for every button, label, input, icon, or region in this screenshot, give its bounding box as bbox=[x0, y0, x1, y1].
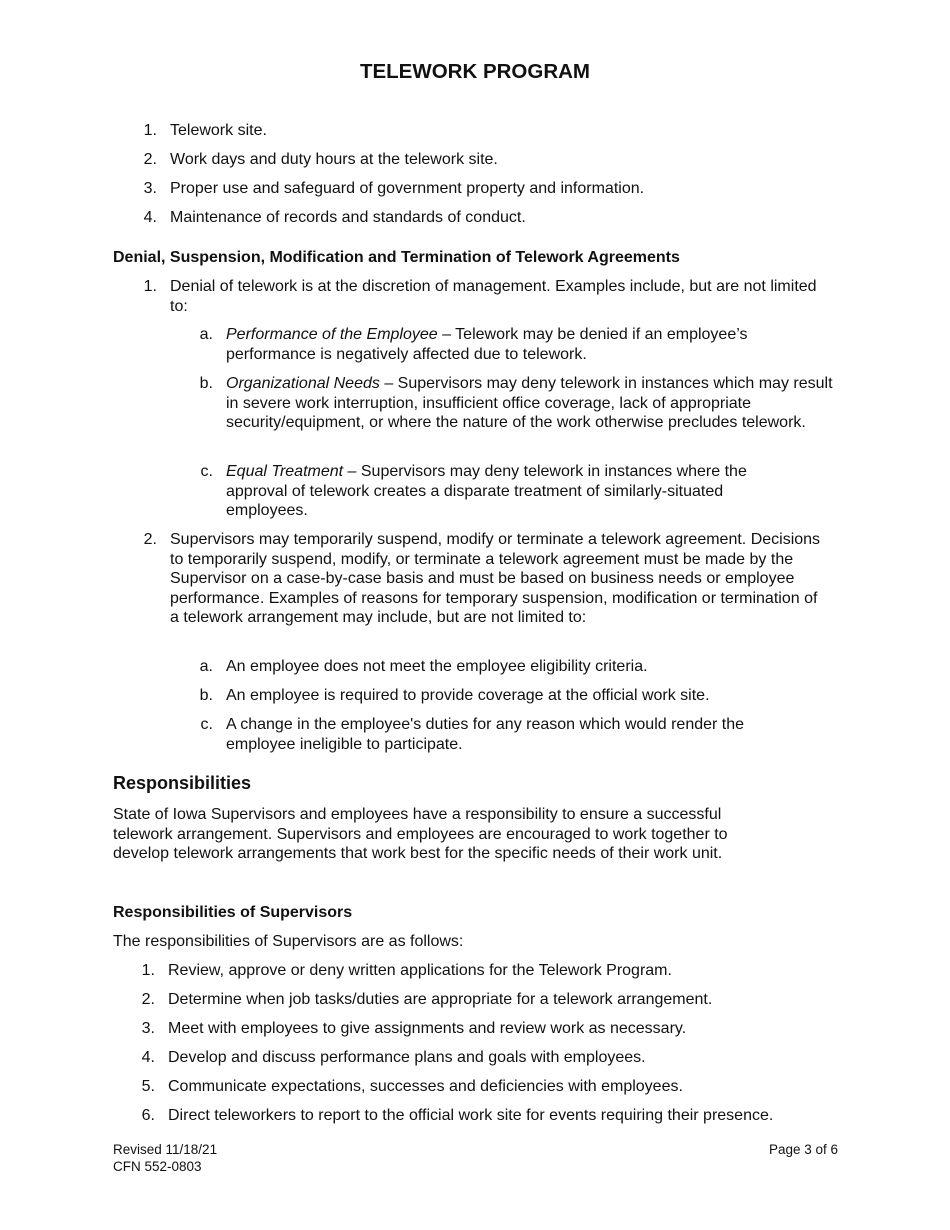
term: Equal Treatment bbox=[226, 463, 344, 480]
list-text: Supervisors may temporarily suspend, modify or terminate a telework agreement. Decisions to temporarily suspend, modify, or terminate a telework agreement must be made by the Supervisor on a case-by-case basis and must be based on business needs or employee performance. Examples of reasons for temporary suspension, modification or termination of a telework arrangement may include, but are not limited to: bbox=[170, 531, 821, 627]
sub-list-letter: c. bbox=[200, 463, 213, 480]
sub-list-text bbox=[226, 325, 796, 364]
footer-cfn: CFN 552-0803 bbox=[113, 1159, 202, 1174]
responsibilities-paragraph: State of Iowa Supervisors and employees have a responsibility to ensure a successful telework arrangement. Supervisors and employees are encouraged to work together to develop telework arrangements that work best for the specific needs of their work unit. bbox=[113, 806, 728, 863]
list-text: Telework site. bbox=[170, 122, 267, 139]
sub-list-text: A change in the employee's duties for any reason which would render the employee ineligible to participate. bbox=[226, 716, 745, 753]
denial-heading: Denial, Suspension, Modification and Termination of Telework Agreements bbox=[113, 249, 680, 266]
footer-page-number: Page 3 of 6 bbox=[768, 1142, 838, 1157]
list-text: Direct teleworkers to report to the official work site for events requiring their presence. bbox=[168, 1107, 774, 1124]
list-number: 6. bbox=[141, 1107, 155, 1124]
supervisors-intro: The responsibilities of Supervisors are as follows: bbox=[113, 933, 464, 950]
list-text: Proper use and safeguard of government property and information. bbox=[170, 180, 645, 197]
sub-list-letter: a. bbox=[199, 658, 213, 675]
list-number: 2. bbox=[141, 991, 155, 1008]
description: – Supervisors may deny telework in instances which may result in severe work interruption, insufficient office coverage, lack of appropriate security/equipment, or where the nature of the work otherwise precludes telework. bbox=[226, 375, 833, 432]
list-number: 4. bbox=[143, 209, 157, 226]
sub-list-letter: c. bbox=[200, 716, 213, 733]
supervisors-heading: Responsibilities of Supervisors bbox=[113, 904, 353, 921]
list-number: 1. bbox=[143, 278, 157, 295]
list-number: 4. bbox=[141, 1049, 155, 1066]
list-text: Communicate expectations, successes and deficiencies with employees. bbox=[168, 1078, 683, 1095]
list-text: Determine when job tasks/duties are appropriate for a telework arrangement. bbox=[168, 991, 713, 1008]
sub-list-letter: b. bbox=[199, 687, 213, 704]
description: – Supervisors may deny telework in instances where the approval of telework creates a disparate treatment of similarly-situated employees. bbox=[226, 463, 747, 520]
sub-list-text bbox=[226, 462, 801, 521]
list-text: Develop and discuss performance plans and goals with employees. bbox=[168, 1049, 646, 1066]
list-number: 3. bbox=[141, 1020, 155, 1037]
list-text: Denial of telework is at the discretion of management. Examples include, but are not limited to: bbox=[170, 278, 817, 315]
page-title: TELEWORK PROGRAM bbox=[359, 60, 591, 83]
list-text: Work days and duty hours at the telework site. bbox=[170, 151, 498, 168]
sub-list-text bbox=[226, 374, 836, 433]
term: Performance of the Employee bbox=[226, 326, 438, 343]
term: Organizational Needs bbox=[226, 375, 380, 392]
sub-list-text: An employee does not meet the employee eligibility criteria. bbox=[226, 658, 648, 675]
responsibilities-heading: Responsibilities bbox=[113, 773, 252, 793]
sub-list-text: An employee is required to provide coverage at the official work site. bbox=[226, 687, 710, 704]
list-number: 5. bbox=[141, 1078, 155, 1095]
sub-list-letter: b. bbox=[199, 375, 213, 392]
list-number: 2. bbox=[143, 531, 157, 548]
list-text: Maintenance of records and standards of conduct. bbox=[170, 209, 526, 226]
list-number: 1. bbox=[143, 122, 157, 139]
list-text: Review, approve or deny written applications for the Telework Program. bbox=[168, 962, 672, 979]
description: – Telework may be denied if an employee’s performance is negatively affected due to telework. bbox=[226, 326, 748, 363]
list-number: 1. bbox=[141, 962, 155, 979]
list-text: Meet with employees to give assignments and review work as necessary. bbox=[168, 1020, 687, 1037]
list-number: 2. bbox=[143, 151, 157, 168]
footer-revised: Revised 11/18/21 bbox=[113, 1142, 218, 1157]
sub-list-letter: a. bbox=[199, 326, 213, 343]
list-number: 3. bbox=[143, 180, 157, 197]
